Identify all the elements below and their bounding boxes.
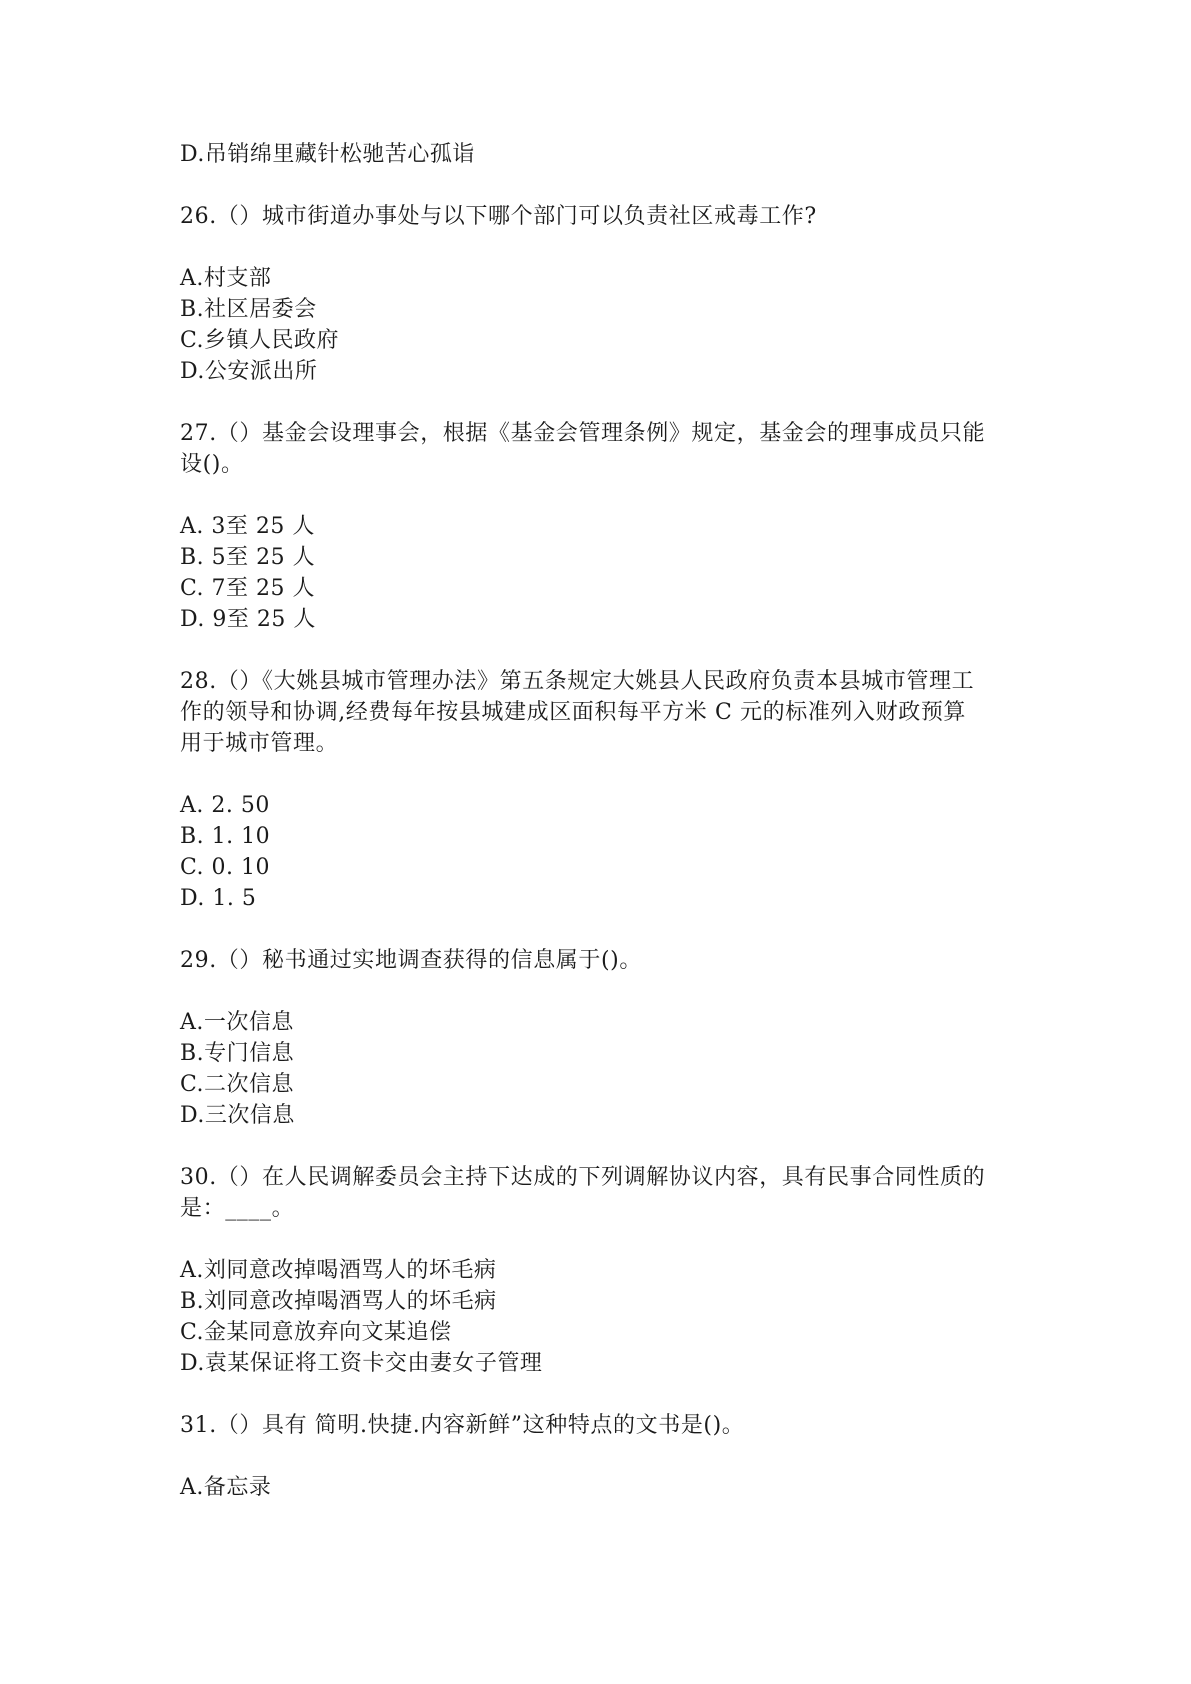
question-text	[180, 201, 1020, 232]
answer-option: D.三次信息	[180, 1103, 295, 1128]
question-line: 26.（）城市街道办事处与以下哪个部门可以负责社区戒毒工作?	[180, 204, 817, 229]
answer-option: B. 5至 25 人	[180, 545, 316, 570]
paragraph-gap	[180, 976, 1020, 1007]
answer-option: D.袁某保证将工资卡交由妻女子管理	[180, 1351, 543, 1376]
answer-option: A.备忘录	[180, 1475, 272, 1500]
answer-option: B.社区居委会	[180, 297, 317, 322]
question-text	[180, 666, 1020, 759]
question-line: 27.（）基金会设理事会，根据《基金会管理条例》规定，基金会的理事成员只能	[180, 421, 986, 446]
paragraph-gap	[180, 480, 1020, 511]
answer-option: C.二次信息	[180, 1072, 295, 1097]
paragraph-gap	[180, 1224, 1020, 1255]
paragraph-gap	[180, 170, 1020, 201]
answer-option: C.金某同意放弃向文某追偿	[180, 1320, 452, 1345]
answer-option: C. 0. 10	[180, 855, 271, 880]
answer-option: A.村支部	[180, 266, 272, 291]
answer-option: D.吊销绵里藏针松驰苦心孤诣	[180, 142, 475, 167]
question-line: 设()。	[180, 452, 244, 477]
answer-option: A.一次信息	[180, 1010, 294, 1035]
paragraph-gap	[180, 759, 1020, 790]
answer-option: A. 3至 25 人	[180, 514, 315, 539]
question-text	[180, 1162, 1020, 1224]
answer-option: C.乡镇人民政府	[180, 328, 340, 353]
answer-option: A.刘同意改掉喝酒骂人的坏毛病	[180, 1258, 497, 1283]
question-text	[180, 1410, 1020, 1441]
answer-option: B.刘同意改掉喝酒骂人的坏毛病	[180, 1289, 497, 1314]
paragraph-gap	[180, 1131, 1020, 1162]
question-line: 29.（）秘书通过实地调查获得的信息属于()。	[180, 948, 642, 973]
answer-option: D.公安派出所	[180, 359, 318, 384]
answer-option: C. 7至 25 人	[180, 576, 316, 601]
question-line: 31.（）具有 简明.快捷.内容新鲜”这种特点的文书是()。	[180, 1413, 745, 1438]
question-text	[180, 945, 1020, 976]
question-line: 30.（）在人民调解委员会主持下达成的下列调解协议内容，具有民事合同性质的	[180, 1165, 986, 1190]
question-line: 作的领导和协调,经费每年按县城建成区面积每平方米 C 元的标准列入财政预算	[180, 700, 967, 725]
document-page	[180, 139, 1020, 1503]
paragraph-gap	[180, 1441, 1020, 1472]
question-text	[180, 418, 1020, 480]
answer-option: D. 9至 25 人	[180, 607, 316, 632]
question-line: 是：____。	[180, 1196, 295, 1221]
answer-option: D. 1. 5	[180, 886, 257, 911]
answer-option: B. 1. 10	[180, 824, 271, 849]
paragraph-gap	[180, 1379, 1020, 1410]
question-line: 28.（）《大姚县城市管理办法》第五条规定大姚县人民政府负责本县城市管理工	[180, 669, 975, 694]
answer-option: B.专门信息	[180, 1041, 295, 1066]
paragraph-gap	[180, 232, 1020, 263]
answer-option: A. 2. 50	[180, 793, 270, 818]
question-line: 用于城市管理。	[180, 731, 339, 756]
paragraph-gap	[180, 914, 1020, 945]
paragraph-gap	[180, 387, 1020, 418]
paragraph-gap	[180, 635, 1020, 666]
